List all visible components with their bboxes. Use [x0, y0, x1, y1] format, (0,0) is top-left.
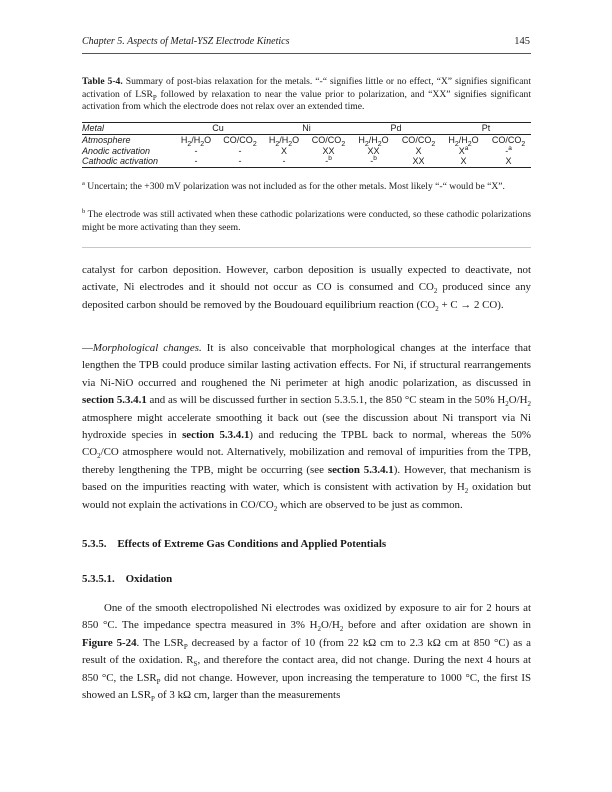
- metal-pt: Pt: [441, 123, 531, 135]
- section-ref[interactable]: section 5.3.4.1: [327, 463, 394, 476]
- table-separator-rule: [82, 247, 531, 248]
- subsection-heading: 5.3.5.1. Oxidation: [82, 573, 173, 585]
- table-cell: -: [174, 156, 218, 167]
- atmosphere-row: [82, 135, 531, 146]
- table-cell: XX: [396, 156, 441, 167]
- table-cell: -$^a$: [505, 144, 512, 156]
- section-ref[interactable]: section 5.3.4.1: [82, 394, 147, 407]
- section-ref[interactable]: section 5.3.4.1: [182, 429, 250, 442]
- atm-cell: $H_2/H_2O$: [448, 135, 479, 148]
- table-cell: X: [281, 145, 288, 156]
- footnote-b: $^b$ The electrode was still activated when these cathodic polarizations were conducted, so these cathodic polarizations might be more activating than they seem.: [82, 207, 531, 233]
- table-cell: $X^a$: [458, 144, 469, 156]
- atm-cell: $H_2/H_2O$: [180, 135, 212, 148]
- table-header-row: [82, 123, 531, 135]
- header-rule: [82, 53, 531, 54]
- atm-cell: $H_2/H_2O$: [268, 135, 300, 148]
- table-caption-text-2: followed by relaxation to near the value prior to polarization, and “XX” signifies significant activation from which the electrode does not relax over an extended time.: [82, 88, 531, 112]
- table-cell: XX: [322, 145, 335, 156]
- table-caption-text: Summary of post-bias relaxation for the metals. “-“ signifies little or no effect, “X” signifies significant activation of LSR: [82, 76, 531, 100]
- metal-pd: Pd: [351, 123, 441, 135]
- atm-cell: $CO/CO_2$: [491, 135, 526, 148]
- table-caption-label: Table 5-4.: [82, 76, 123, 87]
- cathodic-row: [82, 156, 531, 167]
- table-caption: [82, 76, 531, 114]
- atm-cell: $H_2/H_2O$: [358, 135, 389, 148]
- paragraph-carbon-deposition: catalyst for carbon deposition. However, carbon deposition is usually expected to deactivate, not activate, Ni electrodes and it should not occur as CO is consumed and $CO_2$ produced since any deposited carbon should be removed by the Boudouard equilibrium reaction ($CO_2 + C \to 2$ CO).: [82, 264, 531, 313]
- atm-cell: $CO/CO_2$: [223, 135, 257, 148]
- table-cell: X: [486, 156, 531, 167]
- atm-cell: $CO/CO_2$: [311, 135, 346, 148]
- metal-ni: Ni: [262, 123, 351, 135]
- relaxation-table: [82, 122, 531, 168]
- atm-cell: $CO/CO_2$: [401, 135, 436, 148]
- paragraph-oxidation: One of the smooth electropolished Ni electrodes was oxidized by exposure to air for 2 hours at 850 °C. The impedance spectra measured in 3% $H_2O/H_2$ before and after oxidation are shown in Figure 5-24. The $LSR_P$ decreased by a factor of 10 (from 22 kΩ cm to 2.3 kΩ cm at 850 °C) as a result of the oxidation. $R_S$, and therefore the contact area, did not change. During the next 4 hours at 850 °C, the $LSR_P$ did not change. However, upon increasing the temperature to 1000 °C, the first IS showed an $LSR_P$ of 3 kΩ cm, larger than the measurements: [82, 602, 532, 704]
- table-cell: -: [194, 145, 198, 156]
- table-cell: -: [238, 145, 242, 156]
- table-cell: XX: [367, 145, 380, 156]
- cathodic-label: Cathodic activation: [82, 156, 174, 167]
- table-cell: -: [262, 156, 306, 167]
- page-number: 145: [514, 36, 530, 47]
- table-cell: -: [218, 156, 262, 167]
- metal-cu: Cu: [174, 123, 262, 135]
- footnote-a: $^a$ Uncertain; the +300 mV polarization was not included as for the other metals. Most likely “-“ would be “X”.: [82, 179, 505, 192]
- section-heading: 5.3.5. Effects of Extreme Gas Conditions and Applied Potentials: [82, 538, 387, 550]
- paragraph-morphological-changes: —Morphological changes. It is also conceivable that morphological changes at the interface that lengthen the TPB could produce similar lasting activation effects. For Ni, if structural rearrangements via Ni-NiO occurred and roughened the Ni perimeter at high anodic polarization, as discussed in section 5.3.4.1 and as will be discussed further in section 5.3.5.1, the 850 °C steam in the 50% $H_2O/H_2$ atmosphere might accelerate smoothing it back out (see the discussion about Ni transport via Ni hydroxide species in section 5.3.4.1) and reducing the TPBL back to normal, whereas the 50% $CO_2/CO$ atmosphere would not. Alternatively, mobilization and removal of impurities from the TPB, thereby lengthening the TPB, might be occurring (see section 5.3.4.1). However, that mechanism is based on the impurities reacting with water, which is consistent with activation by $H_2$ oxidation but would not explain the activations in $CO/CO_2$ which are observed to be just as common.: [82, 342, 532, 513]
- table-cell: -$^b$: [351, 156, 396, 167]
- figure-ref[interactable]: Figure 5-24: [82, 636, 137, 649]
- metal-header: Metal: [82, 123, 174, 135]
- table-cell: X: [415, 145, 422, 156]
- anodic-label: Anodic activation: [82, 145, 151, 156]
- table-caption-sub: P: [152, 93, 157, 102]
- anodic-row: [82, 146, 531, 157]
- table-cell: X: [441, 156, 486, 167]
- atmosphere-label: Atmosphere: [82, 135, 131, 145]
- table-cell: -$^b$: [306, 156, 351, 167]
- running-header-title: Chapter 5. Aspects of Metal-YSZ Electrode Kinetics: [82, 36, 290, 47]
